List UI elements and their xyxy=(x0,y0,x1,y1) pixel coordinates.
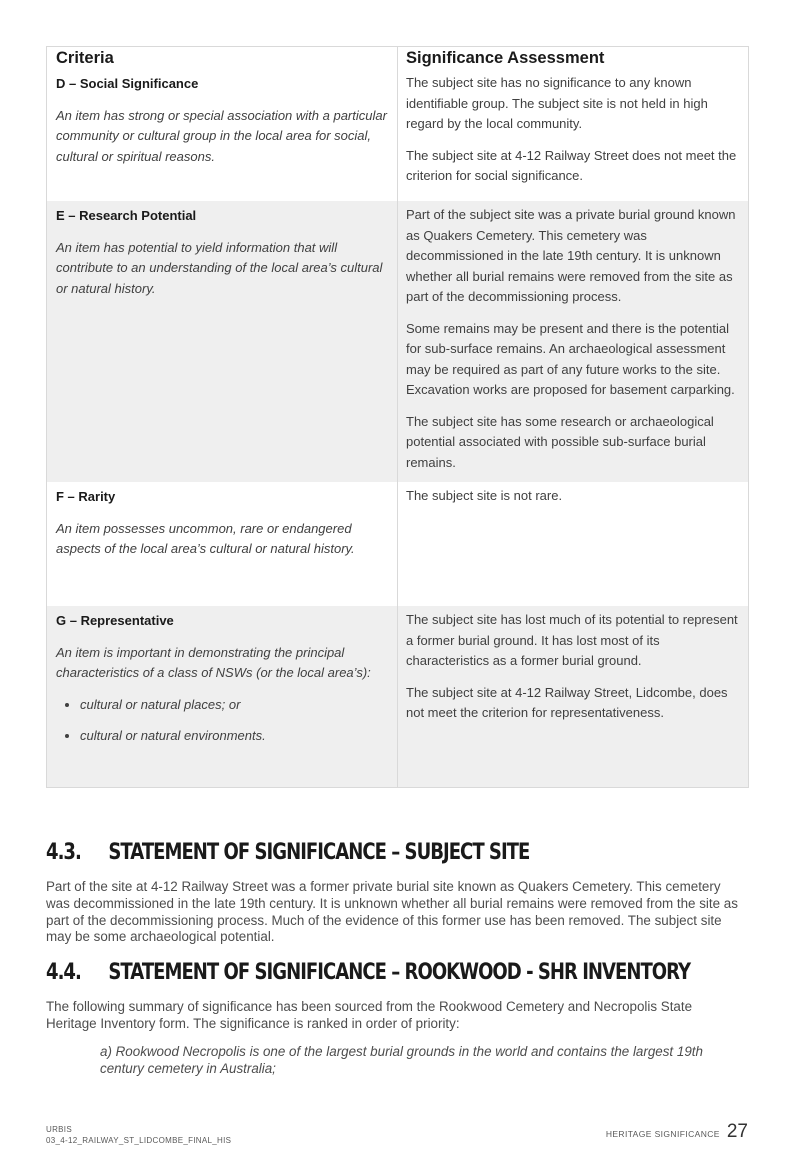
section-title: STATEMENT OF SIGNIFICANCE – SUBJECT SITE xyxy=(108,840,530,865)
table-header-row xyxy=(47,47,748,73)
assessment-paragraph: The subject site has no significance to any known identifiable group. The subject site is not held in high regard by the local community. xyxy=(406,75,708,131)
footer-left xyxy=(46,1124,231,1146)
assessment-header: Significance Assessment xyxy=(406,49,605,67)
significance-table xyxy=(46,46,749,788)
footer-right xyxy=(606,1121,748,1143)
table-row-research xyxy=(47,201,748,482)
criteria-description: An item is important in demonstrating the principal characteristics of a class of NSWs (or the local area’s): xyxy=(56,644,371,680)
section-title: STATEMENT OF SIGNIFICANCE – ROOKWOOD - SHR INVENTORY xyxy=(108,960,691,985)
footer-section-label: HERITAGE SIGNIFICANCE xyxy=(605,1129,720,1139)
assessment-cell xyxy=(398,201,748,482)
criteria-cell xyxy=(47,73,398,201)
criteria-description: An item has potential to yield information that will contribute to an understanding of the local area’s cultural or natural history. xyxy=(56,239,383,296)
criteria-description: An item has strong or special association with a particular community or cultural group in the local area for social, cultural or spiritual reasons. xyxy=(56,107,387,164)
criteria-cell xyxy=(47,606,398,787)
section-heading-4-3 xyxy=(46,840,529,865)
criteria-header: Criteria xyxy=(47,47,398,73)
assessment-cell xyxy=(398,482,748,606)
assessment-paragraph: Part of the subject site was a private burial ground known as Quakers Cemetery. This cemetery was decommissioned in the late 19th century. It is unknown whether all burial remains were removed from the site as part of the decommissioning process. xyxy=(406,207,736,304)
criteria-title: E – Research Potential xyxy=(56,208,197,223)
list-item: • cultural or natural places; or xyxy=(80,695,389,716)
list-item: • cultural or natural environments. xyxy=(80,726,389,747)
assessment-cell xyxy=(398,606,748,787)
assessment-paragraph: The subject site has some research or archaeological potential associated with possible sub-surface burial remains. xyxy=(406,413,714,470)
table-row-representative xyxy=(47,606,748,787)
section-heading-4-4 xyxy=(46,960,690,985)
assessment-cell xyxy=(398,73,748,201)
footer-filename: 03_4-12_RAILWAY_ST_LIDCOMBE_FINAL_HIS xyxy=(46,1136,232,1145)
criteria-title: G – Representative xyxy=(56,613,174,628)
table-row-social xyxy=(47,73,748,201)
section-number: 4.4. xyxy=(46,960,81,985)
criteria-cell xyxy=(47,201,398,482)
criteria-description: An item possesses uncommon, rare or endangered aspects of the local area’s cultural or natural history. xyxy=(56,520,355,556)
section-body: The following summary of significance has been sourced from the Rookwood Cemetery and Necropolis State Heritage Inventory form. The significance is ranked in order of priority: xyxy=(46,999,693,1031)
section-body: Part of the site at 4-12 Railway Street was a former private burial site known as Quakers Cemetery. This cemetery was decommissioned in the late 19th century. It is unknown whether all burial remains were removed from the site as part of the decommissioning process. Much of the evidence of this former use has been removed. The subject site may be some archaeological potential. xyxy=(46,879,738,945)
criteria-title: F – Rarity xyxy=(56,489,116,504)
footer-company: URBIS xyxy=(46,1125,72,1134)
assessment-paragraph: Some remains may be present and there is the potential for sub-surface remains. An archaeological assessment may be required as part of any future works to the site. Excavation works are proposed for basement carparking. xyxy=(406,320,735,397)
assessment-paragraph: The subject site at 4-12 Railway Street, Lidcombe, does not meet the criterion for representativeness. xyxy=(406,684,728,720)
criteria-bullet-list xyxy=(56,695,389,747)
assessment-paragraph: The subject site at 4-12 Railway Street does not meet the criterion for social significance. xyxy=(406,147,737,183)
section-number: 4.3. xyxy=(46,840,81,865)
page-number: 27 xyxy=(726,1121,748,1142)
assessment-paragraph: The subject site has lost much of its potential to represent a former burial ground. It has lost most of its characteristics as a former burial ground. xyxy=(406,612,738,668)
assessment-paragraph: The subject site is not rare. xyxy=(406,488,563,503)
table-row-rarity xyxy=(47,482,748,606)
criteria-title: D – Social Significance xyxy=(56,76,199,91)
criteria-cell xyxy=(47,482,398,606)
quoted-item: a) Rookwood Necropolis is one of the largest burial grounds in the world and contains the largest 19th century cemetery in Australia; xyxy=(100,1044,703,1076)
